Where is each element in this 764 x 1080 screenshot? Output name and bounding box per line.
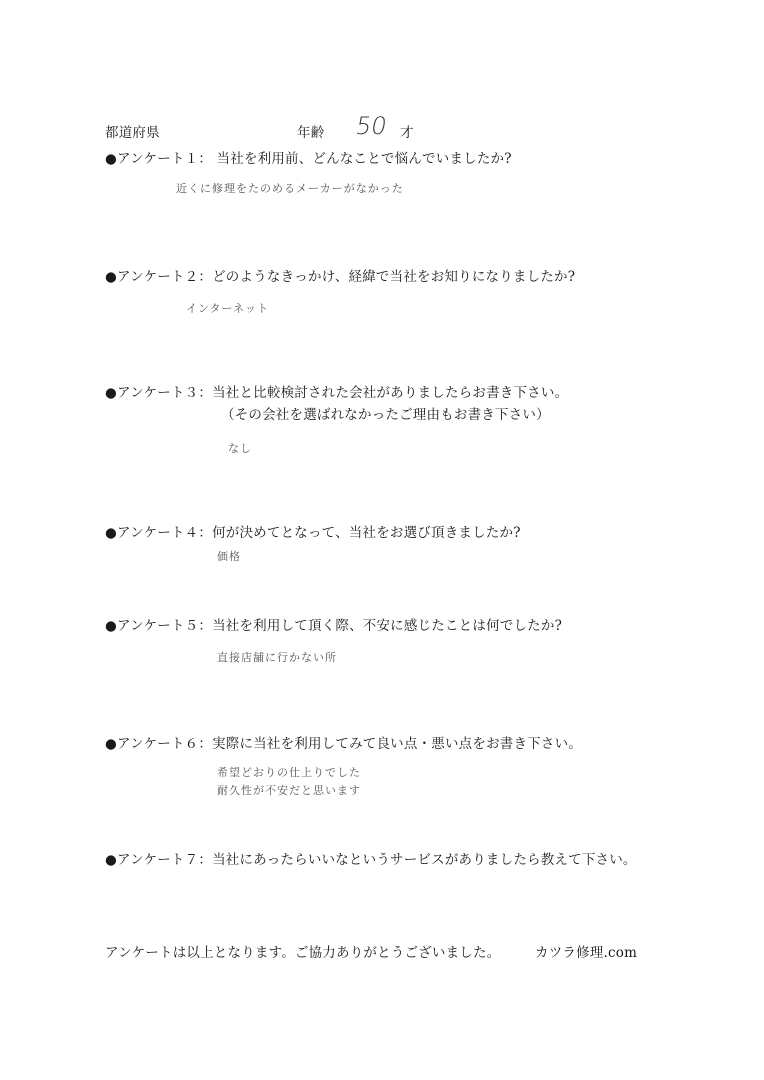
- question-6-label: ●アンケート６：実際に当社を利用してみて良い点・悪い点をお書き下さい。: [105, 736, 582, 752]
- question-4-answer: 価格: [217, 550, 241, 563]
- question-7-label: ●アンケート７：当社にあったらいいなというサービスがありましたら教えて下さい。: [105, 852, 637, 868]
- question-1-label: ●アンケート１： 当社を利用前、どんなことで悩んでいましたか?: [105, 151, 512, 167]
- question-2-label: ●アンケート２：どのようなきっかけ、経緯で当社をお知りになりましたか?: [105, 269, 576, 285]
- prefecture-label: 都道府県: [105, 125, 160, 141]
- question-6-answer-line-2: 耐久性が不安だと思います: [217, 784, 361, 797]
- question-5-label: ●アンケート５：当社を利用して頂く際、不安に感じたことは何でしたか?: [105, 618, 563, 634]
- question-3-label: ●アンケート３：当社と比較検討された会社がありましたらお書き下さい。: [105, 385, 569, 401]
- question-1-answer: 近くに修理をたのめるメーカーがなかった: [176, 182, 404, 195]
- question-6-answer-line-1: 希望どおりの仕上りでした: [217, 766, 361, 779]
- brand-name: カツラ修理.com: [535, 945, 638, 961]
- question-2-answer: インターネット: [186, 302, 270, 315]
- question-3-sublabel: （その会社を選ばれなかったご理由もお書き下さい）: [221, 407, 550, 423]
- question-4-label: ●アンケート４：何が決めてとなって、当社をお選び頂きましたか?: [105, 525, 521, 541]
- age-value: 50: [353, 112, 390, 140]
- closing-message: アンケートは以上となります。ご協力ありがとうございました。: [105, 945, 501, 961]
- age-label: 年齢: [297, 125, 325, 141]
- age-unit: 才: [400, 125, 414, 141]
- question-3-answer: なし: [228, 442, 252, 455]
- question-5-answer: 直接店舗に行かない所: [217, 651, 337, 664]
